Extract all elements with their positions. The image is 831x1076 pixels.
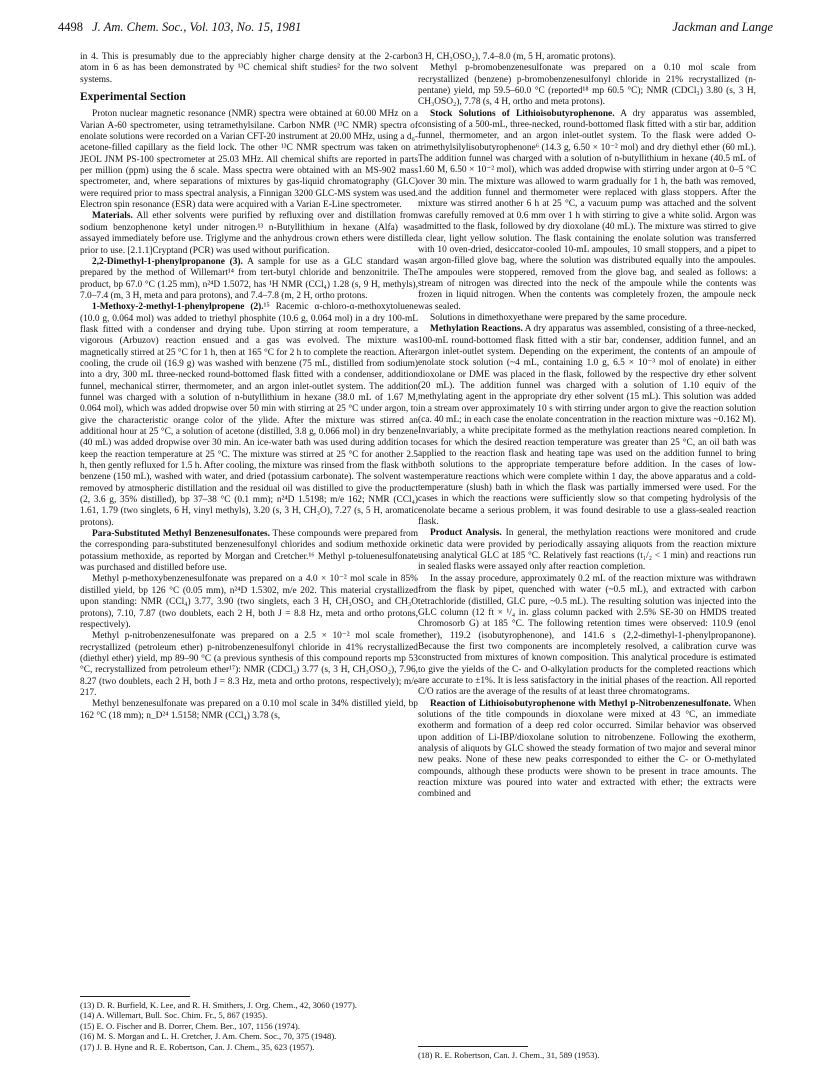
methoxy-paragraph: Methyl p-methoxybenzenesulfonate was prepared on a 4.0 × 10⁻² mol scale in 85% distilled yield, bp 126 °C (0.05 mm), n²⁴D 1.5302, m/e 202. This material crystallized upon standing: NMR (CCl₄) 3.77, 3.90 (two singlets, each 3 H, CH₃OSO₂ and CH₃O protons), 7.10, 7.87 (two doublets, each 2 H, both J = 8.8 Hz, meta and ortho protons, respectively). xyxy=(80,574,418,630)
footnote-18: (18) R. E. Robertson, Can. J. Chem., 31, 589 (1953). xyxy=(418,1050,600,1060)
footnote-14: (14) A. Willemart, Bull. Soc. Chim. Fr., 5, 867 (1935). xyxy=(80,1010,268,1021)
product-paragraph xyxy=(418,528,756,573)
mmp-heading: 1-Methoxy-2-methyl-1-phenylpropene (2). xyxy=(92,302,264,313)
running-head-authors: Jackman and Lange xyxy=(672,20,773,34)
page-number: 4498 xyxy=(58,20,83,34)
footnotes-right xyxy=(418,1050,756,1060)
methylation-paragraph xyxy=(418,324,756,528)
product-heading: Product Analysis. xyxy=(430,528,502,539)
materials-body: All ether solvents were purified by refluxing over and distillation from sodium benzophenone ketyl under nitrogen.¹³ n-Butyllithium in hexane (Alfa) was assayed immediately before use. Triglyme and the anhydrous crown ethers were distilled prior to use. [2.1.1]Cryptand (PCR) was used without purification. xyxy=(80,211,418,256)
methylation-heading: Methylation Reactions. xyxy=(430,324,523,335)
footnote-rule-right xyxy=(418,1046,528,1047)
footnote-17: (17) J. B. Hyne and R. E. Robertson, Can. J. Chem., 35, 623 (1957). xyxy=(80,1041,315,1052)
stock-body: A dry apparatus was assembled, consisting of a 500-mL, three-necked, round-bottomed flask fitted with a stir bar, addition funnel, thermometer, and an argon inlet-outlet system. To the flask were added O-trimethylsilylisobutyrophenone⁶ (14.3 g, 6.50 × 10⁻² mol) and dry diethyl ether (60 mL). The addition funnel was charged with a solution of n-butyllithium in hexane (40.5 mL of 1.60 M, 6.50 × 10⁻² mol), which was added dropwise with stirring under argon at 0–5 °C over 30 min. The mixture was allowed to warm gradually for 1 h, the bath was removed, and the addition funnel and thermometer were replaced with glass stoppers. After the mixture was stirred another 6 h at 25 °C, a vacuum pump was attached and the solvent was carefully removed at 0.6 mm over 1 h with stirring to give a white solid. Argon was admitted to the flask, followed by dry dioxolane (40 mL). The mixture was stirred to give a clear, light yellow solution. The flask containing the enolate solution was transferred with 10 oven-dried, desiccator-cooled 10-mL ampoules, 10 small stoppers, and a pipet to an argon-filled glove bag, where the solution was distributed equally into the ampoules. The ampoules were stoppered, removed from the glove bag, and sealed as follows: a stream of nitrogen was directed into the neck of the ampoule while the contents was frozen in liquid nitrogen. When the contents was completely frozen, the ampoule neck was sealed. xyxy=(418,108,756,312)
dmp-heading: 2,2-Dimethyl-1-phenylpropanone (3). xyxy=(92,256,243,267)
mmp-body: ¹⁵ Racemic α-chloro-α-methoxytoluene (10.0 g, 0.064 mol) was added to triethyl phosphite (10.6 g, 0.064 mol) in a dry 100-mL flask fitted with a condenser and drying tube. Upon stirring at room temperature, a vigorous (Arbuzov) reaction ensued and a gas was evolved. The mixture was magnetically stirred at 25 °C for 1 h, then at 165 °C for 2 h to complete the reaction. After cooling, the crude oil (16.9 g) was washed with benzene (75 mL, distilled from sodium) into a dry, 300 mL three-necked round-bottomed flask fitted with a condenser, addition funnel, mechanical stirrer, thermometer, and an argon inlet-outlet system. The addition funnel was charged with a solution of n-butyllithium in hexane (38.0 mL of 1.67 M, 0.064 mol), which was added dropwise over 50 min with stirring at 25 °C under argon, to give the characteristic orange color of the ylide. After the mixture was stirred an additional hour at 25 °C, a solution of acetone (distilled, 3.8 g, 0.066 mol) in dry benzene (40 mL) was added dropwise over 30 min. An ice-water bath was used during addition to keep the reaction temperature at 25 °C. The mixture was stirred at 25 °C for another 2.5 h, then gently refluxed for 1.5 h. After cooling, the mixture was rinsed from the flask with benzene (150 mL), washed with water, and dried (potassium carbonate). The solvent was removed by atmospheric distillation and the residual oil was distilled to give the product (2, 3.6 g, 35% distilled), bp 37–38 °C (0.1 mm); n²⁴D 1.5198; m/e 162; NMR (CCl₄) 1.61, 1.79 (two singlets, 6 H, vinyl methyls), 3.20 (s, 3 H, CH₃O), 7.27 (s, 5 H, aromatic protons). xyxy=(80,302,418,528)
footnotes-left xyxy=(80,1000,418,1052)
journal-citation: J. Am. Chem. Soc., Vol. 103, No. 15, 1981 xyxy=(92,20,302,34)
stock-heading: Stock Solutions of Lithioisobutyrophenone. xyxy=(430,108,615,119)
nmr-paragraph: Proton nuclear magnetic resonance (NMR) spectra were obtained at 60.00 MHz on a Varian A-60 spectrometer, using tetramethylsilane. Carbon NMR (¹³C NMR) spectra of enolate solutions were recorded on a Varian CFT-20 instrument at 20.00 MHz, using a d₆-acetone-filled capillary as the field lock. The other ¹³C NMR spectrum was taken on a JEOL JNM PS-100 spectrometer at 25.03 MHz. All chemical shifts are reported in parts per million (ppm) using the δ scale. Mass spectra were obtained with an MS-902 mass spectrometer, and, where separations of mixtures by gas-liquid chromatography (GLC) were required prior to mass spectral analysis, a Finnigan 3200 GLC-MS system was used. Electron spin resonance (ESR) data were acquired with a Varian E-Line spectrometer. xyxy=(80,109,418,211)
psmb-body: These compounds were prepared from the corresponding para-substituted benzenesulfonyl chlorides and sodium methoxide or potassium methoxide, as reported by Morgan and Cretcher.¹⁶ Methyl p-toluenesulfonate was purchased and distilled before use. xyxy=(80,529,419,574)
materials-heading: Materials. xyxy=(92,211,133,222)
section-title: Experimental Section xyxy=(80,91,186,104)
intro-paragraph: in 4. This is presumably due to the appreciably higher charge density at the 2-carbon atom in 6 as has been demonstrated by ¹³C chemical shift studies² for the two solvent systems. xyxy=(80,52,418,85)
stock-paragraph xyxy=(418,109,756,313)
reaction-body: When solutions of the title compounds in dioxolane were mixed at 43 °C, an immediate exotherm and formation of a deep red color occurred. Similar behavior was observed upon addition of Li-IBP/dioxolane solution to nitrobenzene. Following the exotherm, analysis of aliquots by GLC showed the steady formation of two major and several minor new peaks. None of these new peaks corresponded to either the C- or O-methylated compounds, although these products were shown to be present in trace amounts. The reaction mixture was poured into water and extracted with ether; the extracts were combined and xyxy=(418,698,756,800)
right-column xyxy=(418,52,756,801)
footnote-15: (15) E. O. Fischer and B. Dorrer, Chem. Ber., 107, 1156 (1974). xyxy=(80,1020,300,1031)
dmp-paragraph xyxy=(80,257,418,302)
footnote-16: (16) M. S. Morgan and L. H. Cretcher, J. Am. Chem. Soc., 70, 375 (1948). xyxy=(80,1031,337,1042)
psmb-paragraph xyxy=(80,529,418,574)
left-column xyxy=(80,52,418,722)
continued-paragraph: 3 H, CH₃OSO₂), 7.4–8.0 (m, 5 H, aromatic protons). xyxy=(418,52,616,62)
materials-paragraph xyxy=(80,211,418,256)
running-head xyxy=(58,20,773,42)
benzene-paragraph: Methyl benzenesulfonate was prepared on a 0.10 mol scale in 34% distilled yield, bp 162 °C (18 mm); n_D²⁴ 1.5158; NMR (CCl₄) 3.78 (s, xyxy=(80,699,418,721)
psmb-heading: Para-Substituted Methyl Benzenesulfonates. xyxy=(92,529,270,540)
methylation-body: A dry apparatus was assembled, consisting of a three-necked, 100-mL round-bottomed flask fitted with a stir bar, condenser, addition funnel, and an argon inlet-outlet system. Depending on the experiment, the contents of an ampoule of enolate stock solution (~4 mL, containing 1.0 g, 6.5 × 10⁻³ mol of enolate) in either dioxolane or DME was placed in the flask, followed by the respective dry ether solvent (20 mL). The addition funnel was charged with a solution of 1.10 equiv of the methylating agent in the appropriate dry ether solvent (15 mL). This solution was added in a stream over approximately 10 s with stirring under argon to give the reaction solution (ca. 40 mL; in each case the enolate concentration in the reaction mixture was ~0.162 M). Invariably, a white precipitate formed as the methylation reactions neared completion. In cases for which the desired reaction temperature was greater than 25 °C, an oil bath was applied to the reaction flask and heating tape was used on the addition funnel to bring both solutions to the appropriate temperature before addition. In the cases of low-temperature reactions which were complete within 1 day, the above apparatus and a cold-temperature (slush) bath in which the flask was partially immersed were used. For the cases in which the reactions were sufficiently slow so that competing hydrolysis of the enolate became a serious problem, it was found desirable to use a glass-sealed reaction flask. xyxy=(418,324,756,528)
reaction-paragraph xyxy=(418,699,756,801)
bromo-paragraph: Methyl p-bromobenzenesulfonate was prepared on a 0.10 mol scale from recrystallized (benzene) p-bromobenzenesulfonyl chloride in 21% recrystallized (n-pentane) yield, mp 59.5–60.0 °C (reported¹⁸ mp 60.5 °C); NMR (CDCl₃) 3.80 (s, 3 H, CH₃OSO₂), 7.78 (s, 4 H, ortho and meta protons). xyxy=(418,63,756,108)
dmp-body: A sample for use as a GLC standard was prepared by the method of Willemart¹⁴ from tert-butyl chloride and benzonitrile. The product, bp 67.0 °C (1.25 mm), n²⁴D 1.5072, has ¹H NMR (CCl₄) 1.28 (s, 9 H, methyls), 7.0–7.4 (m, 3 H, meta and para protons), and 7.4–7.8 (m, 2 H, ortho protons. xyxy=(80,256,418,301)
mmp-paragraph xyxy=(80,302,418,529)
reaction-heading: Reaction of Lithioisobutyrophenone with Methyl p-Nitrobenzenesulfonate. xyxy=(430,698,731,709)
running-head-left xyxy=(58,20,301,42)
assay-paragraph: In the assay procedure, approximately 0.2 mL of the reaction mixture was withdrawn from the flask by pipet, quenched with water (~0.5 mL), and extracted with carbon tetrachloride (distilled, GLC pure, ~0.5 mL). The resulting solution was injected into the GLC column (12 ft × ¹/₄ in. glass column packed with 2.5% SE-30 on HMDS treated Chromosorb G) at 185 °C. The following retention times were observed: 110.9 (enol ether), 119.2 (isobutyrophenone), and 141.6 s (2,2-dimethyl-1-phenylpropanone). Because the first two components are incompletely resolved, a calibration curve was constructed from mixtures of known composition. This analytical procedure is estimated to give the yields of the C- and O-alkylation products for the completed reactions which are accurate to ±1%. It is less satisfactory in the initial phases of the reaction. All reported C/O ratios are the average of the results of at least three chromatograms. xyxy=(418,573,756,698)
product-body: In general, the methylation reactions were monitored and crude kinetic data were provided by periodically assaying aliquots from the reaction mixture using analytical GLC at 185 °C. Relatively fast reactions (t₁/₂ < 1 min) and reactions run in sealed flasks were assayed only after reaction completion. xyxy=(418,528,756,573)
nitro-paragraph: Methyl p-nitrobenzenesulfonate was prepared on a 2.5 × 10⁻² mol scale from recrystallized (petroleum ether) p-nitrobenzenesulfonyl chloride in 41% recrystallized (diethyl ether) yield, mp 89–90 °C (a previous synthesis of this compound reports mp 53 °C, recrystallized from petroleum ether¹⁷): NMR (CDCl₃) 3.77 (s, 3 H, CH₃OSO₂), 7.96, 8.27 (two doublets, each 2 H, both J = 8.3 Hz, meta and ortho protons, respectively); m/e 217. xyxy=(80,631,418,698)
footnote-rule-left xyxy=(80,996,190,997)
footnote-13: (13) D. R. Burfield, K. Lee, and R. H. Smithers, J. Org. Chem., 42, 3060 (1977). xyxy=(80,1000,357,1010)
dme-paragraph: Solutions in dimethoxyethane were prepared by the same procedure. xyxy=(430,312,687,323)
